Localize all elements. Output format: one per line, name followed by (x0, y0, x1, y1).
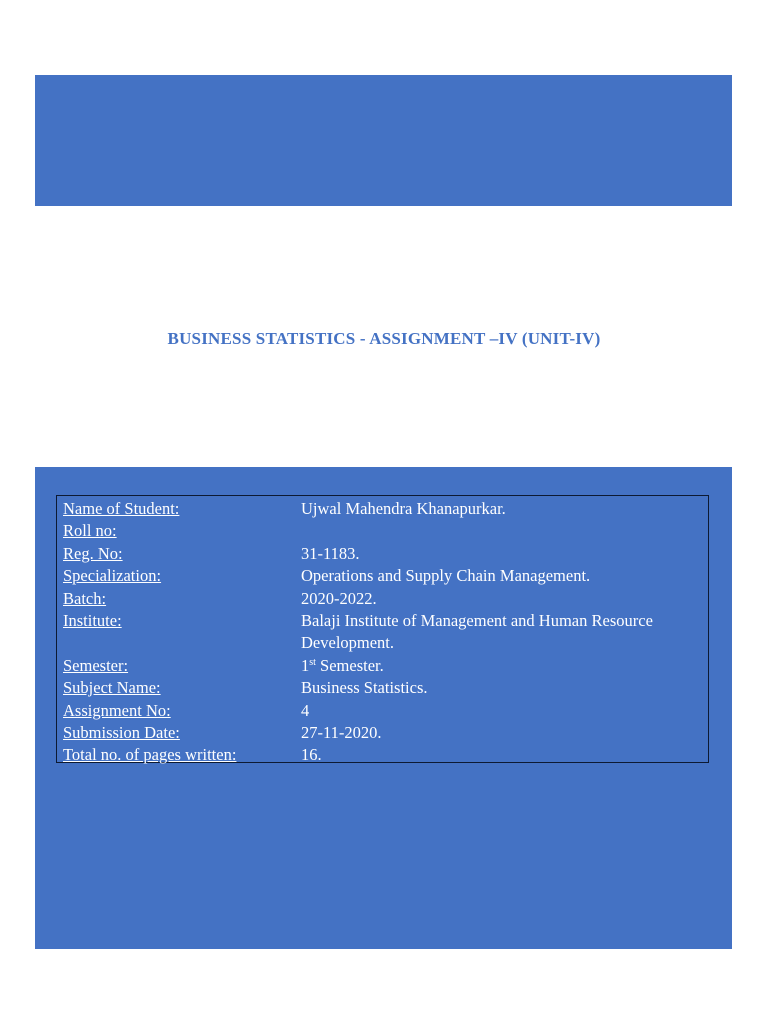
batch-label: Batch: (63, 588, 107, 608)
pages-label: Total no. of pages written: (63, 745, 237, 765)
semester-label: Semester: (63, 655, 129, 675)
student-info-box (56, 495, 709, 763)
pages-value: 16. (301, 745, 322, 765)
institute-label: Institute: (63, 611, 122, 631)
semester-ordinal: st (309, 656, 316, 668)
semester-value (301, 655, 701, 677)
assignment-value: 4 (301, 700, 310, 720)
specialization-value: Operations and Supply Chain Management. (301, 566, 591, 586)
row-submission (63, 722, 701, 744)
student-info-band (35, 467, 732, 949)
row-specialization (63, 565, 701, 587)
row-pages (63, 744, 701, 766)
batch-value: 2020-2022. (301, 588, 377, 608)
document-title: BUSINESS STATISTICS - ASSIGNMENT –IV (UNIT-IV) (167, 329, 601, 348)
semester-word: Semester. (315, 655, 384, 675)
row-name (63, 498, 701, 520)
row-batch (63, 588, 701, 610)
row-subject (63, 677, 701, 699)
roll-value (301, 520, 701, 542)
name-value: Ujwal Mahendra Khanapurkar. (301, 499, 506, 518)
row-reg (63, 543, 701, 565)
subject-label: Subject Name: (63, 678, 161, 698)
submission-value: 27-11-2020. (301, 723, 382, 743)
reg-value: 31-1183. (301, 543, 360, 563)
subject-value: Business Statistics. (301, 678, 428, 698)
name-label: Name of Student: (63, 499, 180, 518)
row-roll (63, 520, 701, 542)
row-assignment (63, 700, 701, 722)
reg-label: Reg. No: (63, 543, 123, 563)
semester-number: 1 (301, 655, 310, 675)
assignment-label: Assignment No: (63, 700, 171, 720)
specialization-label: Specialization: (63, 566, 162, 586)
row-semester (63, 655, 701, 677)
row-institute (63, 610, 701, 655)
student-info-table (63, 498, 701, 767)
roll-label: Roll no: (63, 521, 117, 541)
submission-label: Submission Date: (63, 723, 180, 743)
institute-value: Balaji Institute of Management and Human Resource Development. (301, 611, 653, 653)
header-band (35, 75, 732, 206)
